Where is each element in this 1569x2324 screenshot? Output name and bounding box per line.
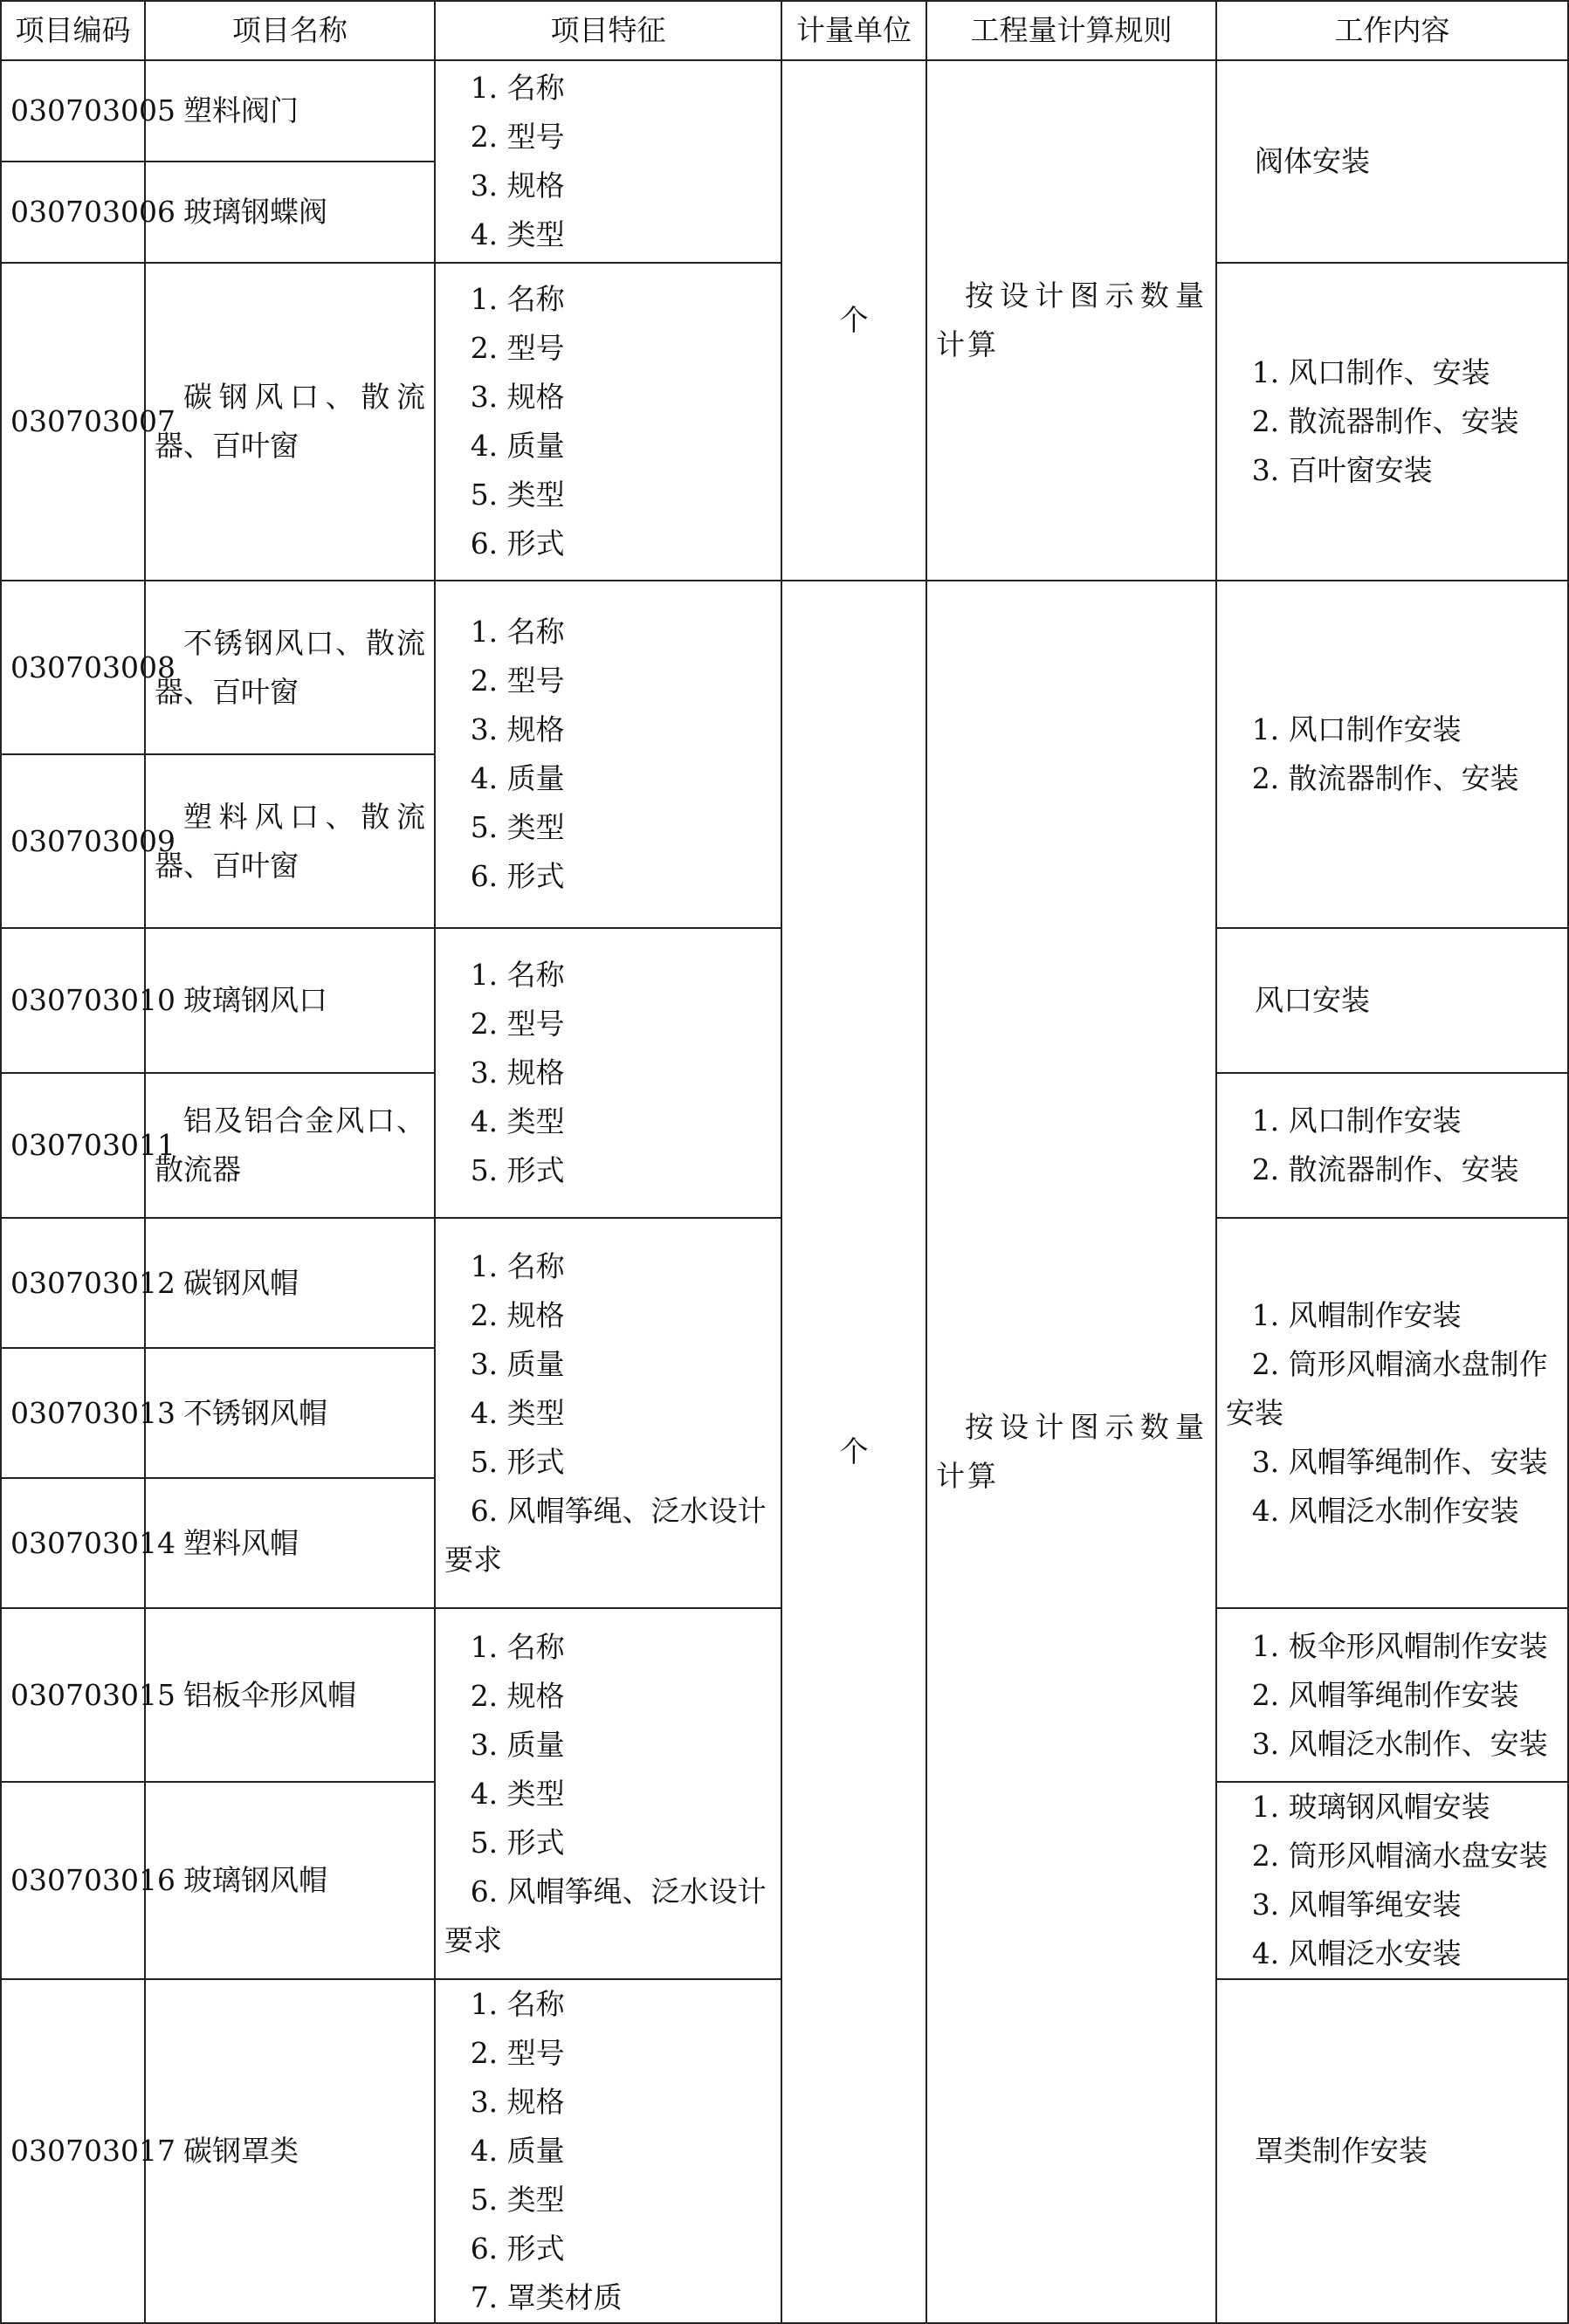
list-item: 2. 筒形风帽滴水盘制作安装 <box>1226 1346 1548 1430</box>
work-content <box>1216 581 1568 928</box>
list-item: 2. 筒形风帽滴水盘安装 <box>1251 1839 1548 1873</box>
list-item: 4. 质量 <box>470 761 565 795</box>
list-item: 4. 质量 <box>470 2134 565 2168</box>
item-code: 030703014 <box>1 1478 145 1608</box>
list-item: 6. 风帽筝绳、泛水设计要求 <box>444 1493 767 1577</box>
header-features: 项目特征 <box>435 1 781 60</box>
list-item: 3. 风帽筝绳安装 <box>1251 1887 1462 1922</box>
list-item: 1. 板伞形风帽制作安装 <box>1251 1628 1548 1663</box>
list-item: 3. 规格 <box>470 712 565 746</box>
item-code: 030703016 <box>1 1782 145 1979</box>
list-item: 6. 形式 <box>470 2231 565 2266</box>
list-item: 2. 散流器制作、安装 <box>1251 1152 1519 1186</box>
item-name: 玻璃钢风帽 <box>145 1782 435 1979</box>
header-name: 项目名称 <box>145 1 435 60</box>
rule-cell: 按设计图示数量计算 <box>926 60 1216 581</box>
list-item: 1. 风口制作安装 <box>1251 1104 1462 1138</box>
list-item: 5. 类型 <box>470 478 565 512</box>
item-features <box>435 928 781 1218</box>
item-name: 铝板伞形风帽 <box>145 1608 435 1782</box>
list-item: 2. 型号 <box>470 664 565 698</box>
list-item: 2. 型号 <box>470 2036 565 2070</box>
unit-cell: 个 <box>781 581 926 2323</box>
item-name: 塑料阀门 <box>145 60 435 162</box>
list-item: 2. 散流器制作、安装 <box>1251 761 1519 795</box>
list-item: 3. 质量 <box>470 1727 565 1762</box>
item-features <box>435 263 781 581</box>
table-row <box>1 581 1568 754</box>
list-item: 4. 风帽泛水安装 <box>1251 1936 1462 1970</box>
work-content <box>1216 1782 1568 1979</box>
list-item: 1. 名称 <box>470 1248 565 1283</box>
work-content: 罩类制作安装 <box>1216 1979 1568 2323</box>
list-item: 7. 罩类材质 <box>470 2280 623 2314</box>
list-item: 4. 类型 <box>470 217 565 251</box>
list-item: 4. 质量 <box>470 429 565 463</box>
item-features <box>435 581 781 928</box>
item-name: 碳钢风口、散流器、百叶窗 <box>145 263 435 581</box>
list-item: 5. 形式 <box>470 1825 565 1860</box>
list-item: 4. 风帽泛水制作安装 <box>1251 1493 1519 1528</box>
work-content: 风口安装 <box>1216 928 1568 1073</box>
list-item: 5. 类型 <box>470 2183 565 2217</box>
list-item: 4. 类型 <box>470 1395 565 1430</box>
list-item: 5. 形式 <box>470 1444 565 1479</box>
item-name: 塑料风口、散流器、百叶窗 <box>145 754 435 928</box>
work-content <box>1216 263 1568 581</box>
work-content <box>1216 1073 1568 1218</box>
item-code: 030703013 <box>1 1348 145 1478</box>
item-name: 碳钢风帽 <box>145 1218 435 1348</box>
item-code: 030703008 <box>1 581 145 754</box>
list-item: 1. 玻璃钢风帽安装 <box>1251 1790 1490 1824</box>
header-code: 项目编码 <box>1 1 145 60</box>
item-code: 030703007 <box>1 263 145 581</box>
item-code: 030703006 <box>1 162 145 263</box>
list-item: 2. 风帽筝绳制作安装 <box>1251 1677 1519 1712</box>
item-code: 030703017 <box>1 1979 145 2323</box>
unit-cell: 个 <box>781 60 926 581</box>
item-features <box>435 1608 781 1979</box>
item-name: 塑料风帽 <box>145 1478 435 1608</box>
list-item: 1. 风口制作、安装 <box>1251 355 1490 389</box>
list-item: 3. 风帽筝绳制作、安装 <box>1251 1444 1548 1479</box>
item-features <box>435 1979 781 2323</box>
list-item: 6. 形式 <box>470 859 565 893</box>
item-code: 030703005 <box>1 60 145 162</box>
list-item: 1. 风帽制作安装 <box>1251 1297 1462 1332</box>
list-item: 1. 名称 <box>470 282 565 316</box>
list-item: 3. 规格 <box>470 380 565 414</box>
list-item: 3. 规格 <box>470 168 565 203</box>
item-name: 碳钢罩类 <box>145 1979 435 2323</box>
header-work: 工作内容 <box>1216 1 1568 60</box>
item-features <box>435 60 781 263</box>
work-content <box>1216 1218 1568 1608</box>
list-item: 3. 质量 <box>470 1346 565 1381</box>
list-item: 1. 名称 <box>470 615 565 649</box>
item-code: 030703015 <box>1 1608 145 1782</box>
list-item: 4. 类型 <box>470 1104 565 1138</box>
item-name: 玻璃钢风口 <box>145 928 435 1073</box>
list-item: 2. 规格 <box>470 1678 565 1713</box>
list-item: 3. 规格 <box>470 1055 565 1090</box>
item-name: 不锈钢风口、散流器、百叶窗 <box>145 581 435 754</box>
item-name: 不锈钢风帽 <box>145 1348 435 1478</box>
list-item: 1. 名称 <box>470 1629 565 1664</box>
list-item: 2. 规格 <box>470 1297 565 1332</box>
header-row <box>1 1 1568 60</box>
list-item: 2. 型号 <box>470 1007 565 1041</box>
list-item: 2. 散流器制作、安装 <box>1251 404 1519 438</box>
list-item: 1. 风口制作安装 <box>1251 712 1462 746</box>
list-item: 2. 型号 <box>470 120 565 154</box>
work-content: 阀体安装 <box>1216 60 1568 263</box>
item-code: 030703012 <box>1 1218 145 1348</box>
item-code: 030703010 <box>1 928 145 1073</box>
list-item: 3. 风帽泛水制作、安装 <box>1251 1726 1548 1761</box>
list-item: 5. 形式 <box>470 1153 565 1187</box>
list-item: 1. 名称 <box>470 958 565 992</box>
table-row <box>1 60 1568 162</box>
item-code: 030703011 <box>1 1073 145 1218</box>
item-name: 玻璃钢蝶阀 <box>145 162 435 263</box>
item-name: 铝及铝合金风口、散流器 <box>145 1073 435 1218</box>
rule-cell: 按设计图示数量计算 <box>926 581 1216 2323</box>
list-item: 1. 名称 <box>470 1987 565 2021</box>
item-code: 030703009 <box>1 754 145 928</box>
work-content <box>1216 1608 1568 1782</box>
list-item: 4. 类型 <box>470 1776 565 1811</box>
list-item: 6. 风帽筝绳、泛水设计要求 <box>444 1874 767 1957</box>
list-item: 6. 形式 <box>470 526 565 560</box>
list-item: 5. 类型 <box>470 810 565 844</box>
list-item: 1. 名称 <box>470 71 565 105</box>
header-unit: 计量单位 <box>781 1 926 60</box>
header-rule: 工程量计算规则 <box>926 1 1216 60</box>
item-features <box>435 1218 781 1608</box>
list-item: 3. 百叶窗安装 <box>1251 453 1433 487</box>
list-item: 3. 规格 <box>470 2085 565 2119</box>
list-item: 2. 型号 <box>470 331 565 365</box>
